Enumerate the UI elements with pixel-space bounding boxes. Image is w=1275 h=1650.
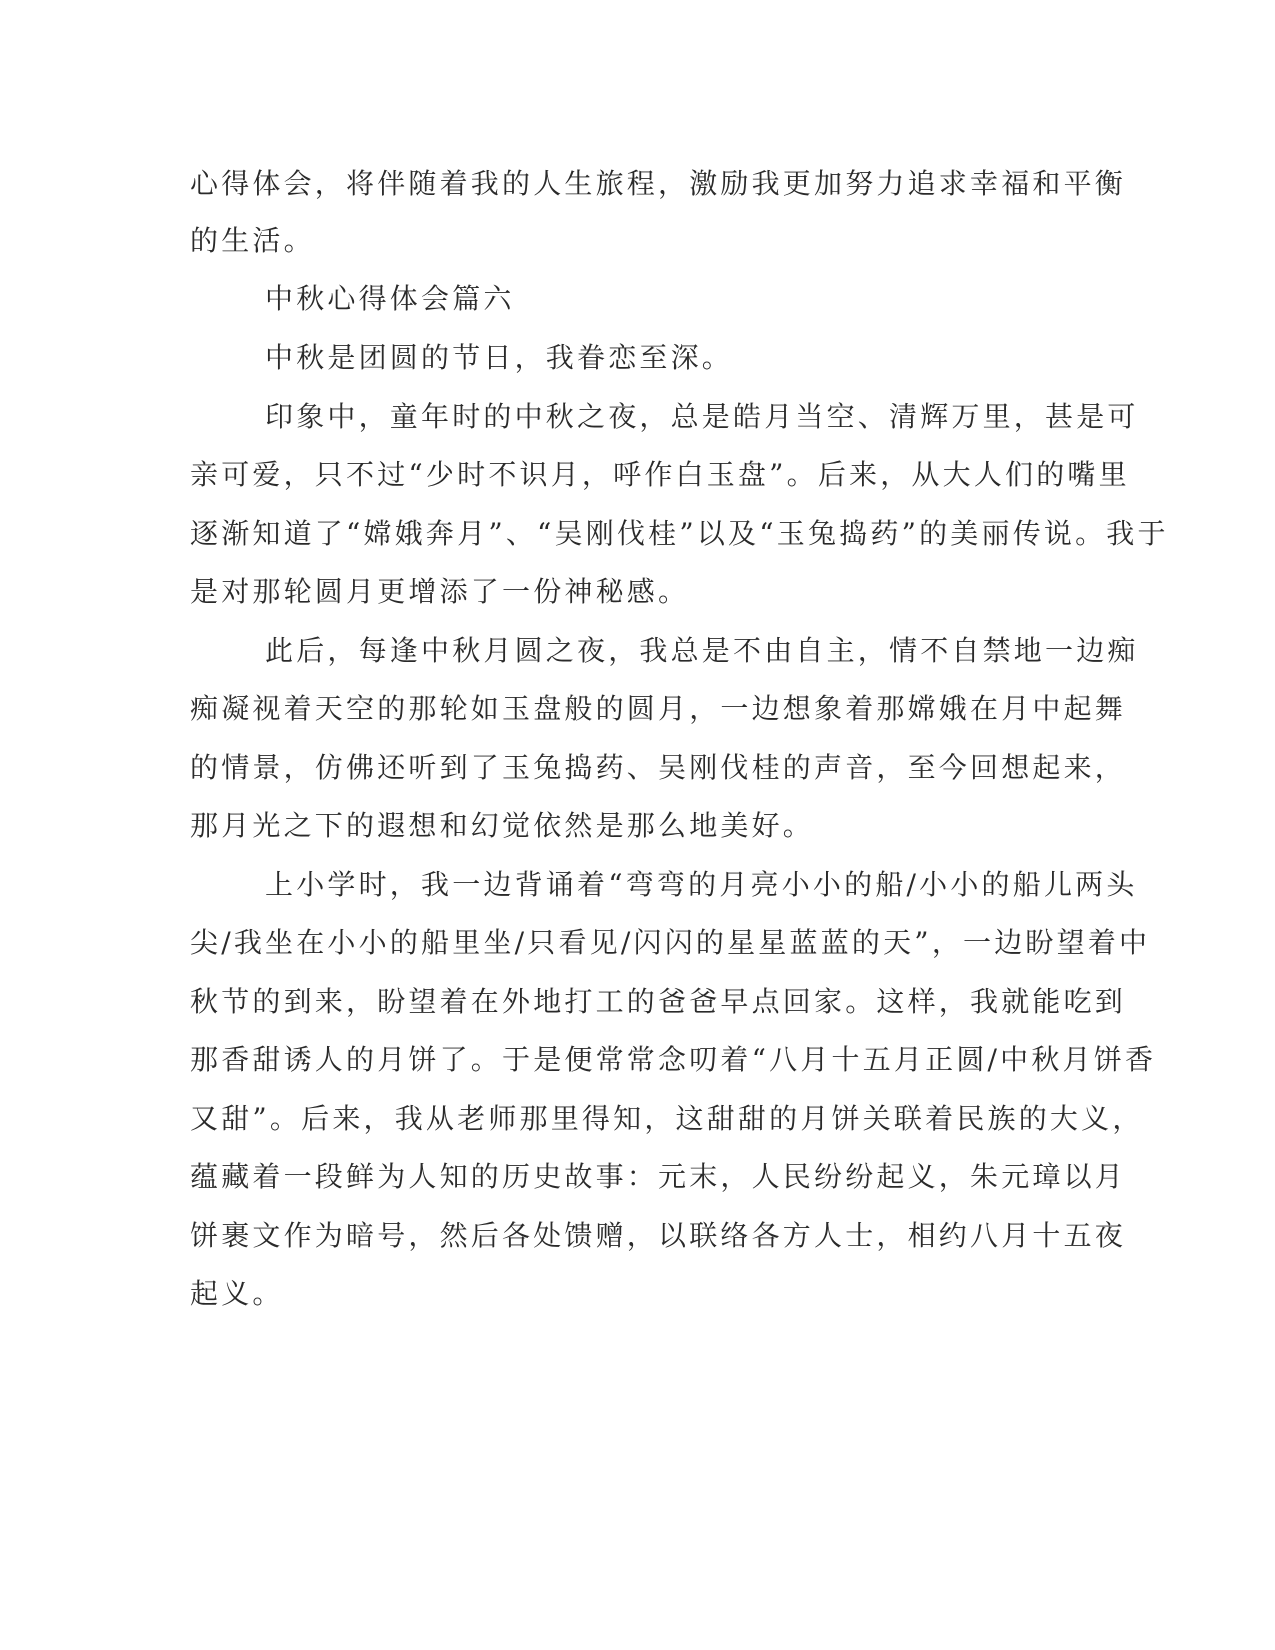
text-line: 又甜”。后来，我从老师那里得知，这甜甜的月饼关联着民族的大义， (190, 1102, 1144, 1135)
text-line: 痴凝视着天空的那轮如玉盘般的圆月，一边想象着那嫦娥在月中起舞 (190, 692, 1127, 725)
text-line: 秋节的到来，盼望着在外地打工的爸爸早点回家。这样，我就能吃到 (190, 985, 1127, 1018)
section-heading: 中秋心得体会篇六 (265, 282, 515, 315)
text-line: 那香甜诱人的月饼了。于是便常常念叨着“八月十五月正圆/中秋月饼香 (190, 1043, 1157, 1076)
text-line: 此后，每逢中秋月圆之夜，我总是不由自主，情不自禁地一边痴 (265, 634, 1139, 667)
text-line: 的生活。 (190, 224, 315, 257)
text-line: 逐渐知道了“嫦娥奔月”、“吴刚伐桂”以及“玉兔捣药”的美丽传说。我于 (190, 517, 1169, 550)
text-line: 是对那轮圆月更增添了一份神秘感。 (190, 575, 690, 608)
text-line: 蕴藏着一段鲜为人知的历史故事：元末，人民纷纷起义，朱元璋以月 (190, 1160, 1127, 1193)
text-line: 中秋是团圆的节日，我眷恋至深。 (265, 341, 734, 374)
text-line: 心得体会，将伴随着我的人生旅程，激励我更加努力追求幸福和平衡 (190, 167, 1127, 200)
text-line: 亲可爱，只不过“少时不识月，呼作白玉盘”。后来，从大人们的嘴里 (190, 458, 1130, 491)
text-line: 尖/我坐在小小的船里坐/只看见/闪闪的星星蓝蓝的天”，一边盼望着中 (190, 926, 1151, 959)
text-line: 起义。 (190, 1277, 284, 1310)
text-line: 饼裹文作为暗号，然后各处馈赠，以联络各方人士，相约八月十五夜 (190, 1219, 1127, 1252)
text-line: 上小学时，我一边背诵着“弯弯的月亮小小的船/小小的船儿两头 (265, 868, 1138, 901)
text-line: 印象中，童年时的中秋之夜，总是皓月当空、清辉万里，甚是可 (265, 400, 1139, 433)
text-line: 的情景，仿佛还听到了玉兔捣药、吴刚伐桂的声音，至今回想起来， (190, 751, 1127, 784)
text-line: 那月光之下的遐想和幻觉依然是那么地美好。 (190, 809, 815, 842)
